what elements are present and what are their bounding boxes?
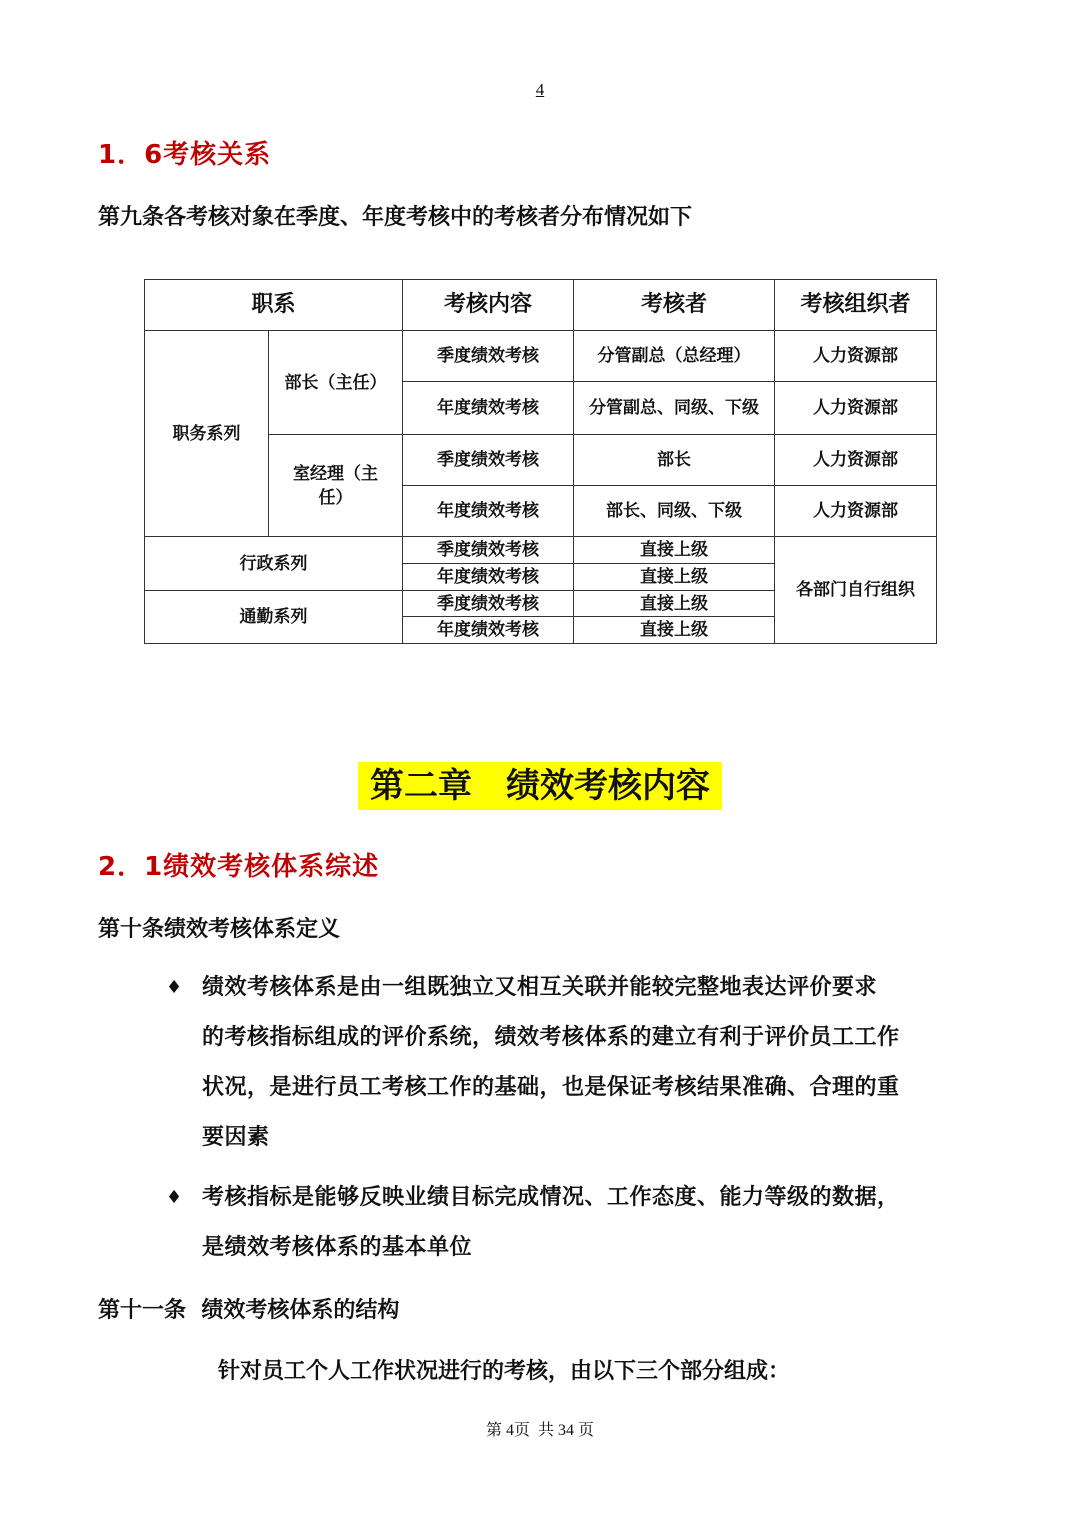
- header-assessor: 考核者: [574, 280, 775, 331]
- cell-assessor: 直接上级: [574, 564, 775, 591]
- table-row: [145, 537, 937, 564]
- cell-content: 年度绩效考核: [403, 617, 574, 644]
- cell-commute-series: 通勤系列: [145, 591, 403, 644]
- bullet-item-system-definition: [166, 963, 996, 1163]
- chapter-title: 第二章 绩效考核内容: [358, 762, 722, 810]
- bullet-line: 要因素: [202, 1125, 270, 1150]
- cell-room-manager: 室经理（主任）: [269, 435, 403, 537]
- bullet-line: 考核指标是能够反映业绩目标完成情况、工作态度、能力等级的数据，: [202, 1185, 900, 1210]
- cell-assessor: 直接上级: [574, 617, 775, 644]
- article-9-intro: 第九条各考核对象在季度、年度考核中的考核者分布情况如下: [98, 205, 693, 230]
- cell-assessor: 部长、同级、下级: [574, 486, 775, 537]
- cell-organizer: 人力资源部: [775, 486, 937, 537]
- diamond-bullet-icon: ♦: [166, 977, 183, 998]
- cell-admin-series: 行政系列: [145, 537, 403, 591]
- diamond-bullet-icon: ♦: [166, 1187, 183, 1208]
- header-content: 考核内容: [403, 280, 574, 331]
- section-title-2-1: 2．1绩效考核体系综述: [98, 852, 380, 882]
- cell-assessor: 直接上级: [574, 591, 775, 617]
- table-row: [145, 331, 937, 382]
- cell-assessor: 分管副总（总经理）: [574, 331, 775, 382]
- header-organizer: 考核组织者: [775, 280, 937, 331]
- cell-duty-series: 职务系列: [145, 331, 269, 537]
- cell-assessor: 分管副总、同级、下级: [574, 382, 775, 435]
- cell-content: 季度绩效考核: [403, 591, 574, 617]
- cell-content: 季度绩效考核: [403, 537, 574, 564]
- cell-content: 年度绩效考核: [403, 486, 574, 537]
- table-header-row: [145, 280, 937, 331]
- cell-assessor: 部长: [574, 435, 775, 486]
- assessment-relation-table: [144, 279, 937, 644]
- structure-intro: 针对员工个人工作状况进行的考核，由以下三个部分组成：: [218, 1359, 791, 1384]
- cell-content: 季度绩效考核: [403, 331, 574, 382]
- cell-minister: 部长（主任）: [269, 331, 403, 435]
- article-10-heading: 第十条绩效考核体系定义: [98, 917, 341, 942]
- bullet-item-indicator: [166, 1173, 996, 1273]
- cell-assessor: 直接上级: [574, 537, 775, 564]
- page-number-top: 4: [535, 80, 545, 99]
- cell-content: 年度绩效考核: [403, 382, 574, 435]
- cell-content: 季度绩效考核: [403, 435, 574, 486]
- cell-organizer: 人力资源部: [775, 382, 937, 435]
- cell-content: 年度绩效考核: [403, 564, 574, 591]
- bullet-line: 绩效考核体系是由一组既独立又相互关联并能较完整地表达评价要求: [202, 975, 878, 1000]
- header-series: 职系: [145, 280, 403, 331]
- section-title-1-6: 1．6考核关系: [98, 140, 272, 170]
- cell-organizer: 人力资源部: [775, 331, 937, 382]
- cell-organizer: 人力资源部: [775, 435, 937, 486]
- bullet-line: 状况，是进行员工考核工作的基础，也是保证考核结果准确、合理的重: [202, 1075, 900, 1100]
- article-11-heading: 第十一条 绩效考核体系的结构: [98, 1298, 400, 1323]
- bullet-line: 的考核指标组成的评价系统，绩效考核体系的建立有利于评价员工工作: [202, 1025, 900, 1050]
- bullet-line: 是绩效考核体系的基本单位: [202, 1235, 473, 1260]
- cell-self-organize: 各部门自行组织: [775, 537, 937, 644]
- page-footer: 第 4页 共 34 页: [485, 1422, 594, 1439]
